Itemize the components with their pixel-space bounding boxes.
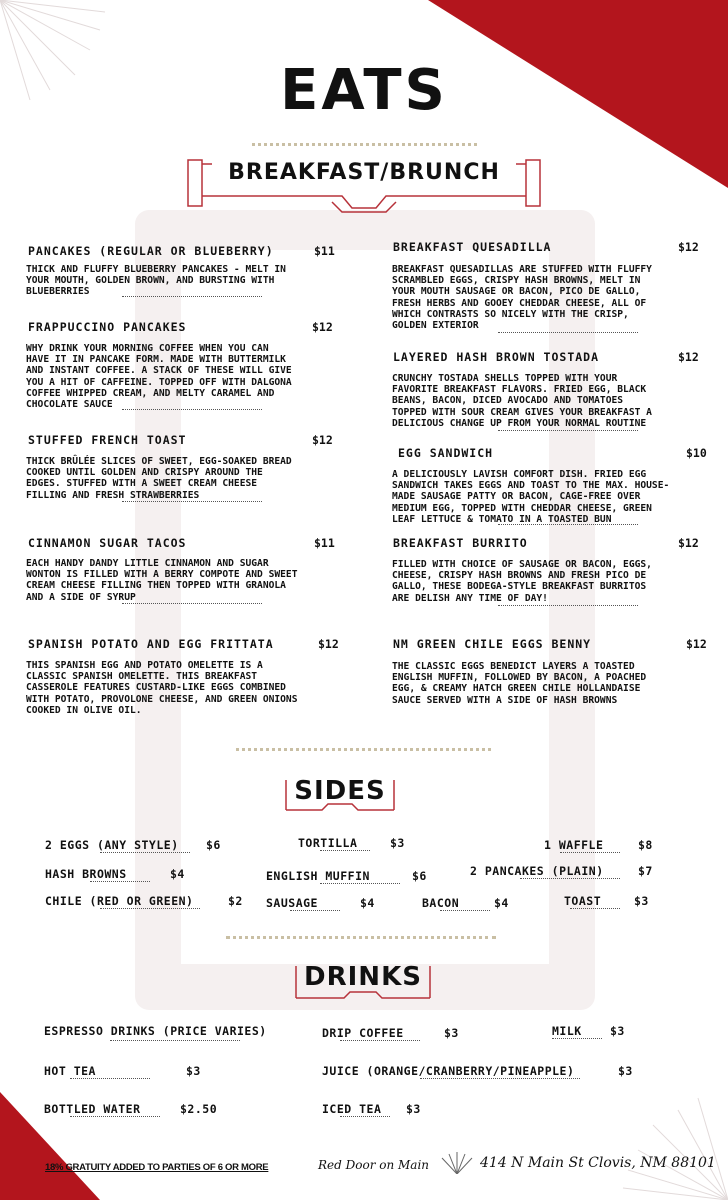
divider bbox=[420, 1078, 580, 1079]
side-item-name: 1 WAFFLE bbox=[544, 838, 604, 852]
drinks-title: DRINKS bbox=[304, 962, 422, 992]
divider bbox=[560, 852, 620, 853]
side-item-name: SAUSAGE bbox=[266, 896, 318, 910]
menu-item-price: $12 bbox=[678, 350, 699, 364]
drink-item-name: JUICE (ORANGE/CRANBERRY/PINEAPPLE) bbox=[322, 1064, 575, 1078]
side-item-price: $6 bbox=[412, 869, 427, 883]
divider bbox=[320, 883, 400, 884]
divider bbox=[498, 605, 638, 606]
side-item-price: $8 bbox=[638, 838, 653, 852]
side-item-name: 2 PANCAKES (PLAIN) bbox=[470, 864, 604, 878]
side-item-price: $3 bbox=[634, 894, 649, 908]
menu-item-desc: FILLED WITH CHOICE OF SAUSAGE OR BACON, EGGS, CHEESE, CRISPY HASH BROWNS AND FRESH PICO DE GALLO, THESE BODEGA-STYLE BREAKFAST BURRITOS ARE DELISH ANY TIME OF DAY! bbox=[392, 559, 652, 604]
side-item-name: CHILE (RED OR GREEN) bbox=[45, 894, 194, 908]
side-item-price: $4 bbox=[360, 896, 375, 910]
side-item-name: ENGLISH MUFFIN bbox=[266, 869, 370, 883]
divider bbox=[236, 748, 491, 751]
sides-title: SIDES bbox=[294, 776, 386, 806]
menu-item-name: SPANISH POTATO AND EGG FRITTATA bbox=[28, 637, 274, 651]
side-item-name: TOAST bbox=[564, 894, 602, 908]
menu-item-price: $10 bbox=[686, 446, 707, 460]
divider bbox=[90, 881, 150, 882]
divider bbox=[226, 936, 496, 939]
side-item-price: $6 bbox=[206, 838, 221, 852]
breakfast-title: BREAKFAST/BRUNCH bbox=[228, 160, 500, 185]
divider bbox=[100, 908, 200, 909]
side-item-name: HASH BROWNS bbox=[45, 867, 127, 881]
divider bbox=[122, 296, 262, 297]
divider bbox=[570, 908, 620, 909]
menu-item-name: STUFFED FRENCH TOAST bbox=[28, 433, 187, 447]
divider bbox=[498, 524, 638, 525]
menu-item-price: $12 bbox=[678, 240, 699, 254]
menu-item-price: $12 bbox=[686, 637, 707, 651]
page-title: EATS bbox=[280, 58, 448, 123]
menu-item-name: BREAKFAST BURRITO bbox=[393, 536, 528, 550]
drink-item-name: ESPRESSO DRINKS (PRICE VARIES) bbox=[44, 1024, 267, 1038]
drink-item-price: $3 bbox=[610, 1024, 625, 1038]
divider bbox=[520, 878, 620, 879]
divider bbox=[498, 332, 638, 333]
divider bbox=[252, 143, 477, 146]
menu-item-name: BREAKFAST QUESADILLA bbox=[393, 240, 552, 254]
divider bbox=[122, 409, 262, 410]
menu-item-name: CINNAMON SUGAR TACOS bbox=[28, 536, 187, 550]
side-item-price: $7 bbox=[638, 864, 653, 878]
menu-item-desc: BREAKFAST QUESADILLAS ARE STUFFED WITH FLUFFY SCRAMBLED EGGS, CRISPY HASH BROWNS, MELT IN YOUR MOUTH SAUSAGE OR BACON, PICO DE GALLO, FRESH HERBS AND GOOEY CHEDDAR CHEESE, ALL OF WHICH CONTRASTS SO NICELY WITH THE CRISP, GOLDEN EXTERIOR bbox=[392, 264, 652, 332]
drink-item-price: $3 bbox=[406, 1102, 421, 1116]
menu-item-name: EGG SANDWICH bbox=[398, 446, 494, 460]
divider bbox=[498, 430, 638, 431]
sunburst-ornament-icon bbox=[440, 1152, 474, 1174]
drink-item-name: HOT TEA bbox=[44, 1064, 96, 1078]
divider bbox=[290, 910, 340, 911]
menu-item-desc: THE CLASSIC EGGS BENEDICT LAYERS A TOASTED ENGLISH MUFFIN, FOLLOWED BY BACON, A POACHED EGG, & CREAMY HATCH GREEN CHILE HOLLANDAISE SAUCE SERVED WITH A SIDE OF HASH BROWNS bbox=[392, 661, 647, 706]
drink-item-name: MILK bbox=[552, 1024, 582, 1038]
drink-item-price: $3 bbox=[444, 1026, 459, 1040]
menu-item-price: $11 bbox=[314, 244, 335, 258]
divider bbox=[122, 603, 262, 604]
divider bbox=[340, 1116, 390, 1117]
menu-item-desc: WHY DRINK YOUR MORNING COFFEE WHEN YOU CAN HAVE IT IN PANCAKE FORM. MADE WITH BUTTERMILK AND INSTANT COFFEE. A STACK OF THESE WILL GIVE YOU A HIT OF CAFFEINE. TOPPED OFF WITH DALGONA COFFEE WHIPPED CREAM, AND MELTY CARAMEL AND CHOCOLATE SAUCE bbox=[26, 343, 292, 411]
menu-item-price: $12 bbox=[318, 637, 339, 651]
divider bbox=[122, 501, 262, 502]
side-item-name: TORTILLA bbox=[298, 836, 358, 850]
divider bbox=[70, 1116, 160, 1117]
menu-item-desc: CRUNCHY TOSTADA SHELLS TOPPED WITH YOUR FAVORITE BREAKFAST FLAVORS. FRIED EGG, BLACK BEANS, BACON, DICED AVOCADO AND TOMATOES TOPPED WITH SOUR CREAM GIVES YOUR BREAKFAST A DELICIOUS CHANGE UP FROM YOUR NORMAL ROUTINE bbox=[392, 373, 652, 429]
sunburst-bottom-right bbox=[620, 1090, 728, 1200]
divider bbox=[110, 1040, 240, 1041]
divider bbox=[552, 1038, 602, 1039]
gratuity-note: 18% GRATUITY ADDED TO PARTIES OF 6 OR MORE bbox=[45, 1162, 269, 1173]
side-item-price: $4 bbox=[494, 896, 509, 910]
side-item-name: 2 EGGS (ANY STYLE) bbox=[45, 838, 179, 852]
side-item-price: $3 bbox=[390, 836, 405, 850]
divider bbox=[70, 1078, 150, 1079]
menu-item-price: $12 bbox=[312, 320, 333, 334]
menu-item-name: PANCAKES (REGULAR OR BLUEBERRY) bbox=[28, 244, 274, 258]
drink-item-name: ICED TEA bbox=[322, 1102, 382, 1116]
menu-item-name: FRAPPUCCINO PANCAKES bbox=[28, 320, 187, 334]
restaurant-name: Red Door on Main bbox=[318, 1158, 430, 1172]
menu-item-name: LAYERED HASH BROWN TOSTADA bbox=[393, 350, 600, 364]
menu-item-desc: A DELICIOUSLY LAVISH COMFORT DISH. FRIED EGG SANDWICH TAKES EGGS AND TOAST TO THE MAX. HOUSE- MADE SAUSAGE PATTY OR BACON, CAGE-FREE OVER MEDIUM EGG, TOPPED WITH CHEDDAR CHEESE, GREEN LEAF LETTUCE & TOMATO IN A TOASTED BUN bbox=[392, 469, 670, 525]
side-item-price: $4 bbox=[170, 867, 185, 881]
drink-item-price: $3 bbox=[618, 1064, 633, 1078]
menu-item-desc: THICK AND FLUFFY BLUEBERRY PANCAKES - MELT IN YOUR MOUTH, GOLDEN BROWN, AND BURSTING WITH BLUEBERRIES bbox=[26, 264, 286, 298]
drink-item-price: $3 bbox=[186, 1064, 201, 1078]
divider bbox=[320, 850, 370, 851]
menu-item-name: NM GREEN CHILE EGGS BENNY bbox=[393, 637, 592, 651]
divider bbox=[100, 852, 190, 853]
drink-item-price: $2.50 bbox=[180, 1102, 218, 1116]
divider bbox=[440, 910, 490, 911]
menu-item-desc: THICK BRÛLÉE SLICES OF SWEET, EGG-SOAKED BREAD COOKED UNTIL GOLDEN AND CRISPY AROUND THE EDGES. STUFFED WITH A SWEET CREAM CHEESE FILLING AND FRESH STRAWBERRIES bbox=[26, 456, 292, 501]
side-item-name: BACON bbox=[422, 896, 460, 910]
drink-item-name: BOTTLED WATER bbox=[44, 1102, 141, 1116]
menu-item-price: $12 bbox=[678, 536, 699, 550]
side-item-price: $2 bbox=[228, 894, 243, 908]
menu-item-desc: EACH HANDY DANDY LITTLE CINNAMON AND SUGAR WONTON IS FILLED WITH A BERRY COMPOTE AND SWEET CREAM CHEESE FILLING THEN TOPPED WITH GRANOLA AND A SIDE OF SYRUP bbox=[26, 558, 298, 603]
restaurant-address: 414 N Main St Clovis, NM 88101 bbox=[480, 1155, 716, 1171]
menu-item-desc: THIS SPANISH EGG AND POTATO OMELETTE IS A CLASSIC SPANISH OMELETTE. THIS BREAKFAST CASSEROLE FEATURES CUSTARD-LIKE EGGS COMBINED WITH POTATO, PROVOLONE CHEESE, AND GREEN ONIONS COOKED IN OLIVE OIL. bbox=[26, 660, 298, 716]
drink-item-name: DRIP COFFEE bbox=[322, 1026, 404, 1040]
divider bbox=[340, 1040, 420, 1041]
menu-item-price: $12 bbox=[312, 433, 333, 447]
menu-item-price: $11 bbox=[314, 536, 335, 550]
